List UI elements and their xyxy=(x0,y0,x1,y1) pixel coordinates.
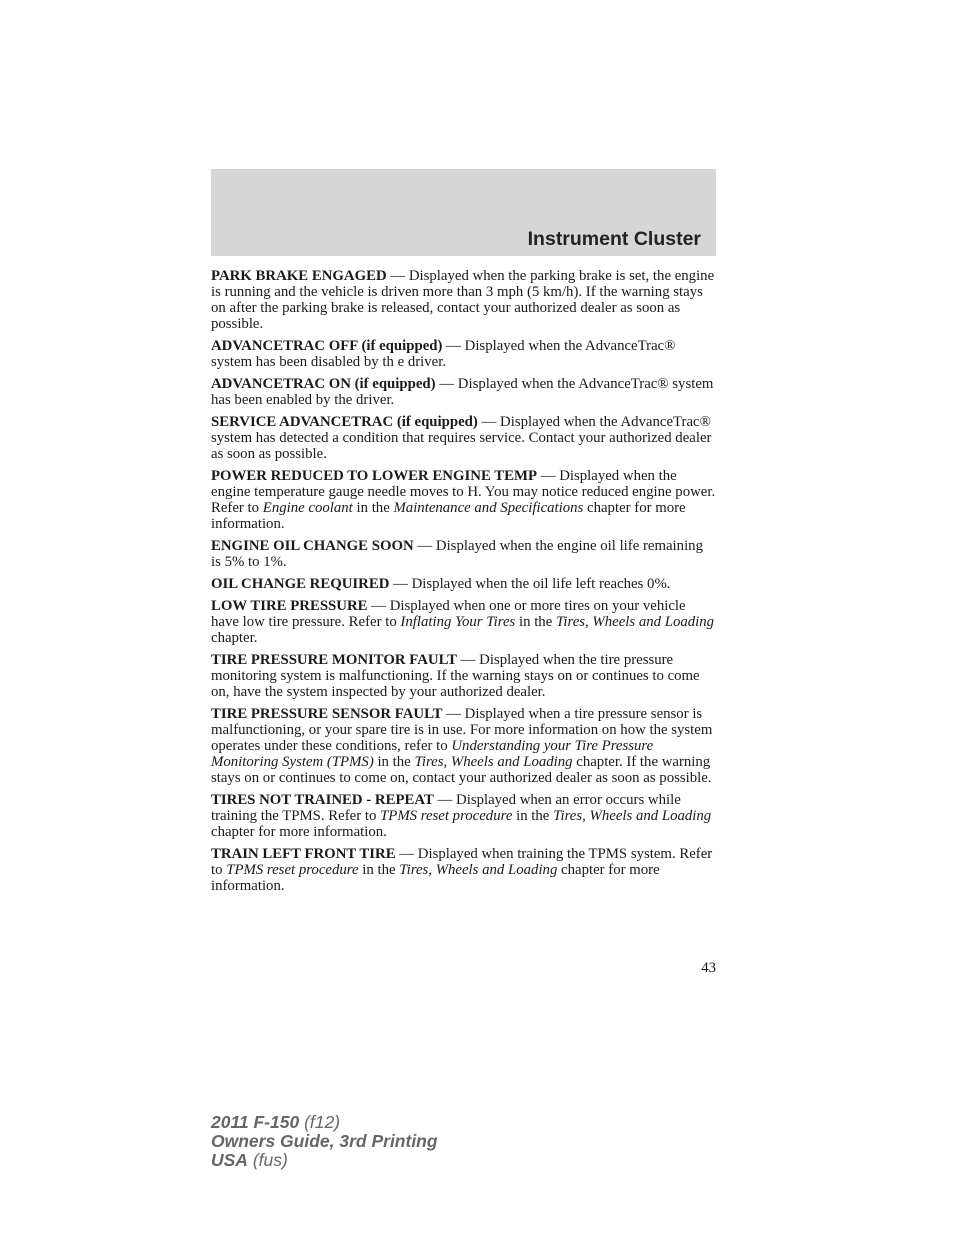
chapter-title: Instrument Cluster xyxy=(527,228,701,250)
message-entry xyxy=(211,414,716,462)
footer-model-code: (f12) xyxy=(299,1112,341,1132)
message-text: — Displayed when one or more tires on your vehicle have low tire pressure. Refer to xyxy=(211,598,686,630)
message-text: chapter for more information. xyxy=(211,824,387,840)
cross-reference: Tires, Wheels and Loading xyxy=(399,862,558,878)
cross-reference: TPMS reset procedure xyxy=(380,808,513,824)
message-title: TRAIN LEFT FRONT TIRE xyxy=(211,846,396,862)
message-entry xyxy=(211,706,716,786)
message-text: — Displayed when the engine temperature gauge needle moves to H. You may notice reduced engine power. Refer to xyxy=(211,468,716,516)
message-text: — Displayed when a tire pressure sensor is malfunctioning, or your spare tire is in use. For more information on how the system operates under these conditions, refer to xyxy=(211,706,713,754)
message-entry xyxy=(211,598,716,646)
message-title: TIRES NOT TRAINED - REPEAT xyxy=(211,792,434,808)
message-text: — Displayed when the tire pressure monitoring system is malfunctioning. If the warning stays on or continues to come on, have the system inspected by your authorized dealer. xyxy=(211,652,700,700)
message-text: — Displayed when the oil life left reaches 0%. xyxy=(389,576,671,592)
cross-reference: Maintenance and Specifications xyxy=(393,500,584,516)
cross-reference: Tires, Wheels and Loading xyxy=(553,808,712,824)
cross-reference: Tires, Wheels and Loading xyxy=(555,614,715,630)
message-list xyxy=(211,268,716,900)
message-text: — Displayed when the AdvanceTrac® system has detected a condition that requires service. Contact your authorized dealer as soon as possible. xyxy=(211,414,712,462)
message-text: in the xyxy=(352,500,394,516)
footer-line-2 xyxy=(211,1132,438,1151)
cross-reference: Understanding your Tire Pressure Monitoring System (TPMS) xyxy=(211,738,654,770)
message-text: chapter for more information. xyxy=(211,500,686,532)
message-text: — Displayed when the AdvanceTrac® system has been disabled by th e driver. xyxy=(211,338,676,370)
footer-market-code: (fus) xyxy=(247,1150,288,1170)
message-title: ADVANCETRAC ON (if equipped) xyxy=(211,376,436,392)
footer-model: 2011 F-150 xyxy=(211,1112,300,1132)
message-title: SERVICE ADVANCETRAC (if equipped) xyxy=(211,414,478,430)
message-title: TIRE PRESSURE MONITOR FAULT xyxy=(211,652,457,668)
cross-reference: Inflating Your Tires xyxy=(400,614,516,630)
message-entry xyxy=(211,846,716,894)
message-title: ADVANCETRAC OFF (if equipped) xyxy=(211,338,443,354)
message-text: — Displayed when the AdvanceTrac® system has been enabled by the driver. xyxy=(211,376,714,408)
message-text: in the xyxy=(358,862,400,878)
message-entry xyxy=(211,538,716,570)
message-text: in the xyxy=(515,614,556,630)
message-text: chapter. If the warning stays on or continues to come on, contact your authorized dealer as soon as possible. xyxy=(211,754,712,786)
footer-edition: Owners Guide, 3rd Printing xyxy=(211,1131,438,1151)
message-entry xyxy=(211,376,716,408)
cross-reference: Tires, Wheels and Loading xyxy=(414,754,573,770)
message-text: — Displayed when training the TPMS system. Refer to xyxy=(211,846,713,878)
message-entry xyxy=(211,792,716,840)
message-text: — Displayed when an error occurs while training the TPMS. Refer to xyxy=(211,792,681,824)
cross-reference: TPMS reset procedure xyxy=(226,862,359,878)
message-entry xyxy=(211,652,716,700)
page-number: 43 xyxy=(701,960,716,976)
message-entry xyxy=(211,268,716,332)
message-title: POWER REDUCED TO LOWER ENGINE TEMP xyxy=(211,468,537,484)
message-text: in the xyxy=(373,754,415,770)
message-text: — Displayed when the parking brake is set, the engine is running and the vehicle is driven more than 3 mph (5 km/h). If the warning stays on after the parking brake is released, contact your authorized dealer as soon as possible. xyxy=(211,268,715,332)
message-title: OIL CHANGE REQUIRED xyxy=(211,576,390,592)
message-text: in the xyxy=(512,808,554,824)
message-title: LOW TIRE PRESSURE xyxy=(211,598,368,614)
message-text: chapter for more information. xyxy=(211,862,660,894)
footer-line-1 xyxy=(211,1113,438,1132)
message-entry xyxy=(211,576,716,592)
message-entry xyxy=(211,468,716,532)
message-text: — Displayed when the engine oil life remaining is 5% to 1%. xyxy=(211,538,703,570)
footer-line-3 xyxy=(211,1151,438,1170)
chapter-header xyxy=(211,169,716,256)
message-title: TIRE PRESSURE SENSOR FAULT xyxy=(211,706,443,722)
message-title: PARK BRAKE ENGAGED xyxy=(211,268,387,284)
footer-market: USA xyxy=(211,1150,248,1170)
message-entry xyxy=(211,338,716,370)
cross-reference: Engine coolant xyxy=(262,500,353,516)
document-footer xyxy=(211,1113,438,1170)
message-title: ENGINE OIL CHANGE SOON xyxy=(211,538,414,554)
message-text: chapter. xyxy=(211,630,258,646)
